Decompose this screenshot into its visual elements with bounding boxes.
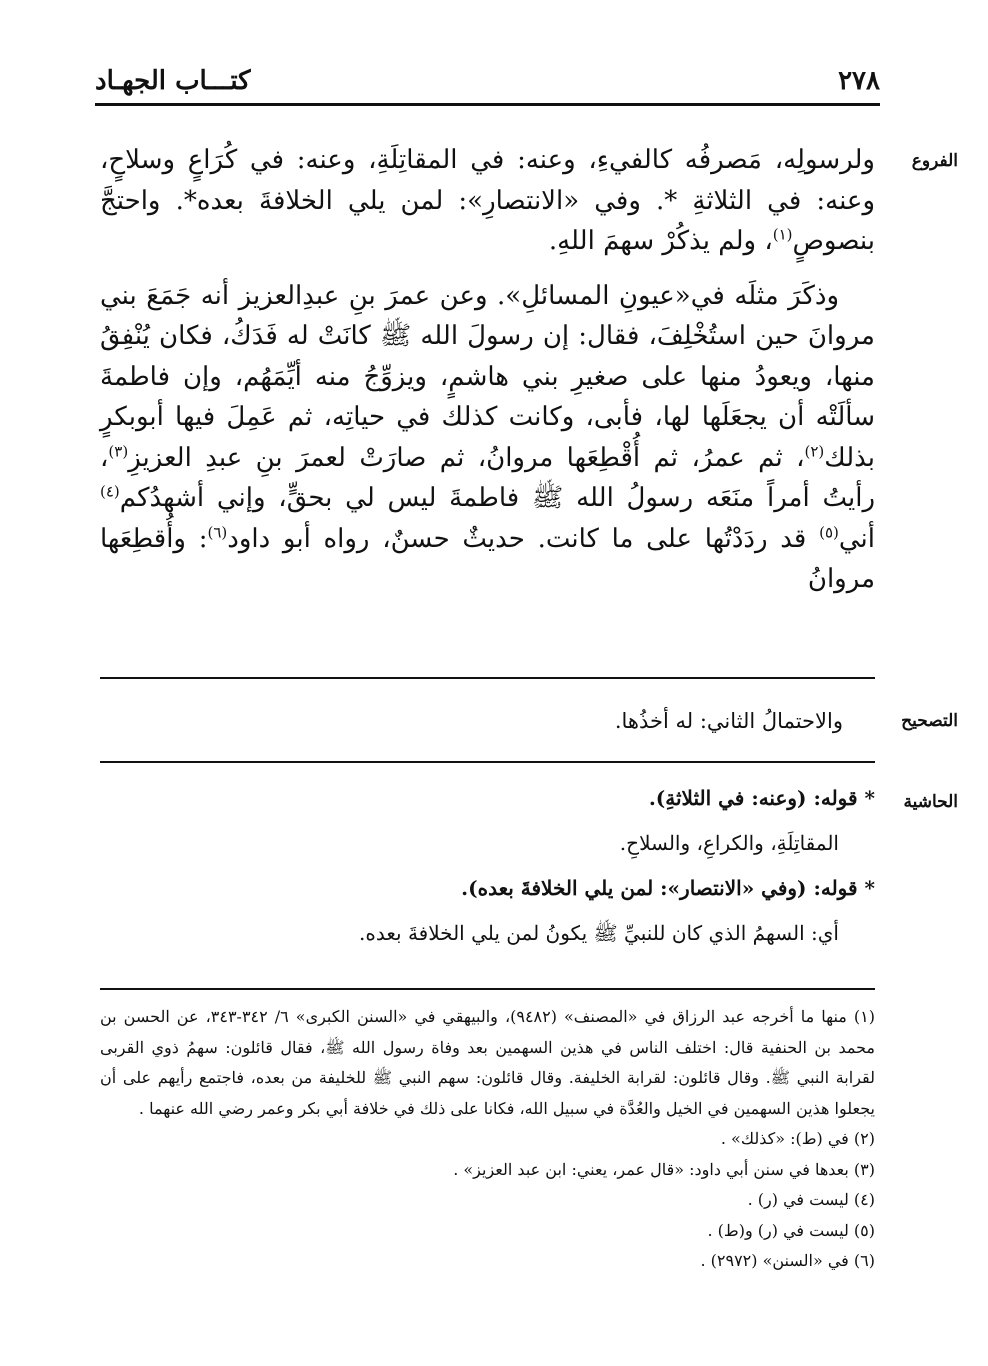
footnote-1: (١) منها ما أخرجه عبد الرزاق في «المصنف» (٩٤٨٢)، والبيهقي في «السنن الكبرى» ٦/ ٣٤٢-٣٤٣، عن الحسن بن محمد بن الحنفية قال: اختلف الناس في هذين السهمين بعد وفاة رسول الله ﷺ، فقال قائلون: سهمُ ذوي القربى لقرابة النبي ﷺ. وقال قائلون: لقرابة الخليفة. وقال قائلون: سهم النبي ﷺ للخليفة من بعده، فاجتمع رأيهم على أن يجعلوا هذين السهمين في الخيل والعُدَّة في سبيل الله، فكانا على ذلك في خلافة أبي بكر وعمر رضي الله عنهما .	[100, 1007, 876, 1118]
main-text	[100, 140, 875, 600]
label-tashih: التصحيح	[901, 711, 958, 731]
footnote-4: (٤) ليست في (ر) .	[747, 1190, 875, 1209]
footnote-ref-3: (٣)	[108, 441, 129, 460]
main-paragraph-2	[100, 276, 875, 600]
main-p2-text-e: قد ردَدْتُها على ما كانت. حديثٌ حسنٌ، رواه أبو داود	[227, 523, 820, 554]
main-p2-text-b: ، ثم عمرُ، ثم أُقْطِعَها مروانُ، ثم صارَتْ لعمرَ بنِ عبدِ العزيزِ	[128, 442, 805, 473]
main-p1-text-a: ولرسولِه، مَصرفُه كالفيءِ، وعنه: في المقاتِلَةِ، وعنه: في كُرَاعٍ وسلاحٍ، وعنه: في الثلاثةِ *. وفي «الانتصارِ»: لمن يلي الخلافةَ بعده*. واحتجَّ بنصوصٍ	[100, 145, 875, 256]
hashiya-quote-1: * قوله: (وعنه: في الثلاثةِ).	[648, 786, 875, 810]
label-furu: الفروع	[911, 151, 958, 171]
main-p2-text-a: وذكَرَ مثلَه في«عيونِ المسائلِ». وعن عمرَ بنِ عبدِالعزيز أنه جَمَعَ بني مروانَ حين استُخْلِفَ، فقال: إن رسولَ الله ﷺ كانَتْ له فَدَكُ، فكان يُنْفِقُ منها، ويعودُ منها على صغيرِ بني هاشمٍ، ويزوِّجُ منه أيِّمَهُم، وإن فاطمةَ سألَتْه أن يجعَلَها لها، فأبى، وكانت كذلك في حياتِه، ثم عَمِلَ فيها أبوبكرٍ بذلك	[100, 280, 875, 473]
main-paragraph-1	[100, 140, 875, 262]
label-hashiya: الحاشية	[903, 792, 958, 812]
footnotes-separator-rule	[100, 988, 875, 990]
footnotes	[100, 1002, 875, 1277]
main-p2-text-c: ، رأيتُ أمراً منَعَه رسولُ الله ﷺ فاطمةَ ليس لي بحقٍّ، وإني أشهدُكم	[100, 442, 875, 513]
main-separator-rule	[100, 677, 875, 679]
footnote-3: (٣) بعدها في سنن أبي داود: «قال عمر، يعني: ابن عبد العزيز» .	[453, 1159, 875, 1179]
footnote-ref-6: (٦)	[207, 522, 228, 541]
main-p2-text-f: : وأُقطِعَها مروانُ	[100, 523, 875, 594]
footnote-ref-2: (٢)	[804, 441, 825, 460]
tashih-separator-rule	[100, 761, 875, 763]
hashiya-notes	[100, 783, 875, 949]
header-rule	[95, 103, 880, 106]
hashiya-quote-2: * قوله: (وفي «الانتصار»: لمن يلي الخلافةَ بعده).	[461, 876, 875, 900]
hashiya-explanation-2: أي: السهمُ الذي كان للنبيِّ ﷺ يكونُ لمن يلي الخلافةَ بعده.	[359, 921, 839, 945]
tashih-text: والاحتمالُ الثاني: له أخذُها.	[614, 709, 843, 733]
footnote-5: (٥) ليست في (ر) و(ط) .	[707, 1220, 875, 1240]
book-title: كتـــاب الجهـاد	[95, 66, 251, 96]
running-header	[95, 64, 880, 102]
main-p1-text-b: ، ولم يذكُرْ سهمَ اللهِ.	[548, 226, 773, 256]
footnote-ref-5: (٥)	[819, 522, 839, 541]
main-p2-text-d: أني	[838, 523, 875, 554]
page-number: ٢٧٨	[838, 66, 880, 96]
footnote-2: (٢) في (ط): «كذلك» .	[720, 1129, 875, 1148]
hashiya-explanation-1: المقاتِلَةِ، والكراعِ، والسلاحِ.	[619, 831, 839, 855]
footnote-6: (٦) في «السنن» (٢٩٧٢) .	[700, 1251, 875, 1270]
footnote-ref-1: (١)	[772, 225, 793, 244]
footnote-ref-4: (٤)	[100, 482, 120, 501]
